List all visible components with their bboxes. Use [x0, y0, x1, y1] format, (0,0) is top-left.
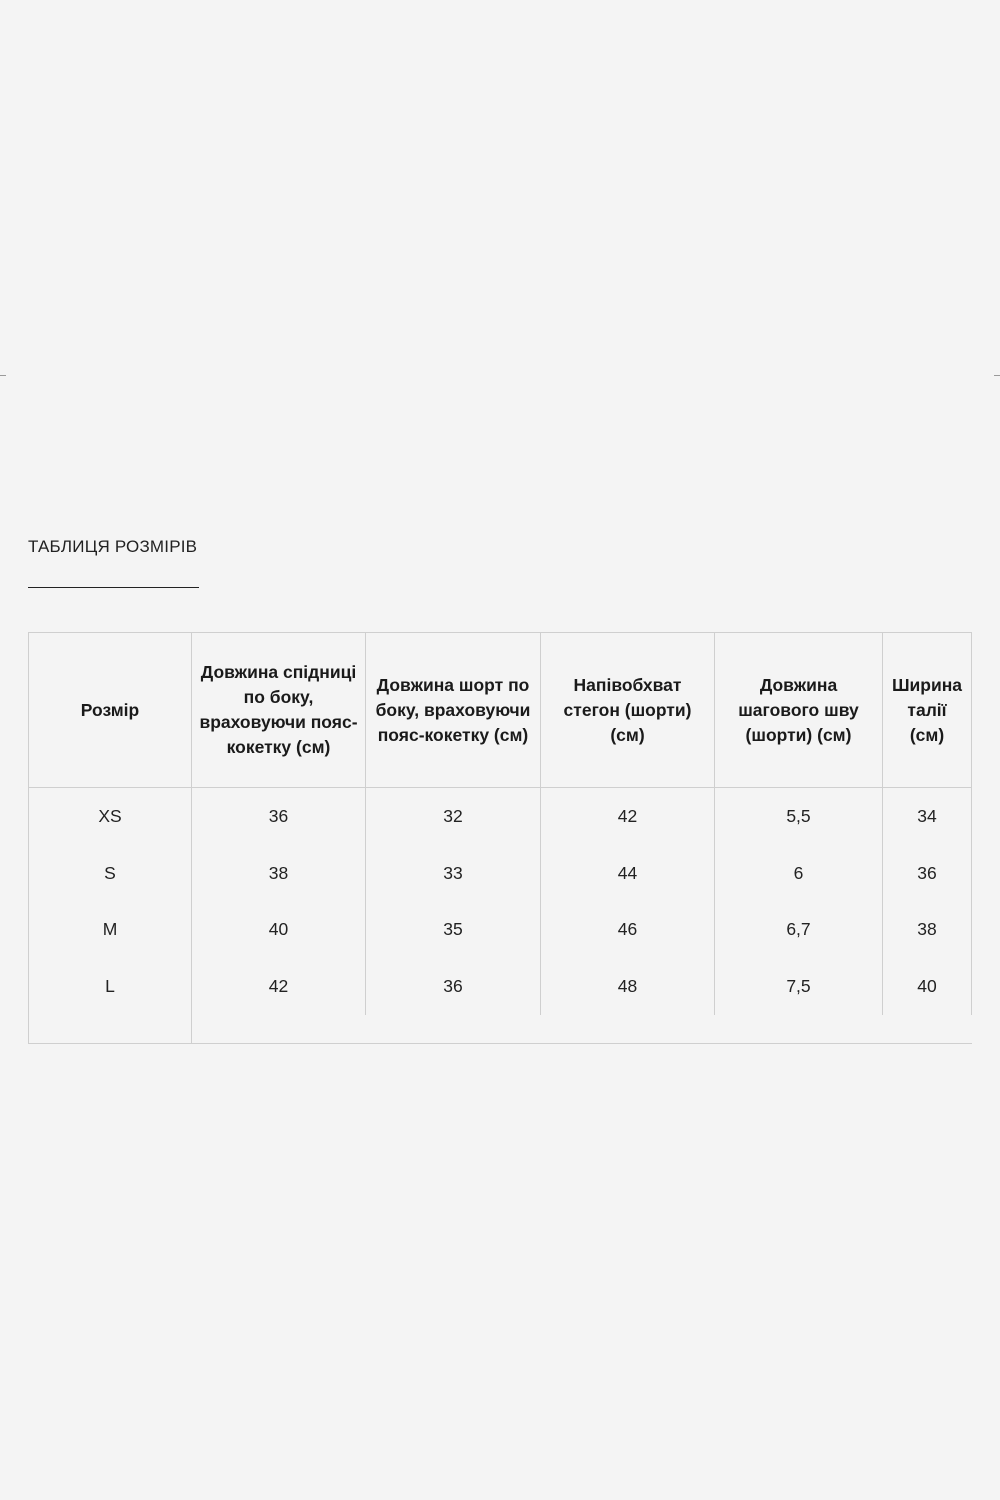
cell-hip-half-girth: 42 [541, 788, 715, 845]
spacer-cell [192, 1015, 366, 1044]
cell-inseam-length: 6,7 [715, 901, 883, 958]
spacer-cell [883, 1015, 972, 1044]
header-waist-width: Ширина талії (см) [883, 633, 972, 788]
cell-inseam-length: 6 [715, 845, 883, 902]
title-underline [28, 587, 199, 588]
cell-hip-half-girth: 46 [541, 901, 715, 958]
spacer-cell [366, 1015, 541, 1044]
cell-size: M [29, 901, 192, 958]
header-skirt-length: Довжина спідниці по боку, враховуючи пояс-кокетку (см) [192, 633, 366, 788]
cell-inseam-length: 5,5 [715, 788, 883, 845]
spacer-cell-size [29, 1015, 192, 1044]
header-shorts-length: Довжина шорт по боку, враховуючи пояс-кокетку (см) [366, 633, 541, 788]
cell-size: S [29, 845, 192, 902]
page-title: ТАБЛИЦЯ РОЗМІРІВ [28, 537, 198, 556]
cell-inseam-length: 7,5 [715, 958, 883, 1015]
header-hip-half-girth: Напівобхват стегон (шорти) (см) [541, 633, 715, 788]
header-inseam-length: Довжина шагового шву (шорти) (см) [715, 633, 883, 788]
edge-tick-right [994, 375, 1000, 376]
cell-skirt-length: 38 [192, 845, 366, 902]
size-chart-table [28, 632, 972, 1044]
cell-shorts-length: 35 [366, 901, 541, 958]
spacer-cell [715, 1015, 883, 1044]
table-row [29, 901, 972, 958]
cell-hip-half-girth: 48 [541, 958, 715, 1015]
cell-shorts-length: 32 [366, 788, 541, 845]
cell-waist-width: 34 [883, 788, 972, 845]
table-header-row [29, 633, 972, 788]
cell-hip-half-girth: 44 [541, 845, 715, 902]
table-footer-spacer [29, 1015, 972, 1044]
cell-size: XS [29, 788, 192, 845]
table-row [29, 788, 972, 845]
cell-skirt-length: 36 [192, 788, 366, 845]
cell-waist-width: 38 [883, 901, 972, 958]
cell-skirt-length: 42 [192, 958, 366, 1015]
header-size: Розмір [29, 633, 192, 788]
cell-shorts-length: 33 [366, 845, 541, 902]
edge-tick-left [0, 375, 6, 376]
cell-skirt-length: 40 [192, 901, 366, 958]
table-row [29, 845, 972, 902]
spacer-cell [541, 1015, 715, 1044]
table-row [29, 958, 972, 1015]
cell-shorts-length: 36 [366, 958, 541, 1015]
cell-waist-width: 36 [883, 845, 972, 902]
cell-size: L [29, 958, 192, 1015]
cell-waist-width: 40 [883, 958, 972, 1015]
